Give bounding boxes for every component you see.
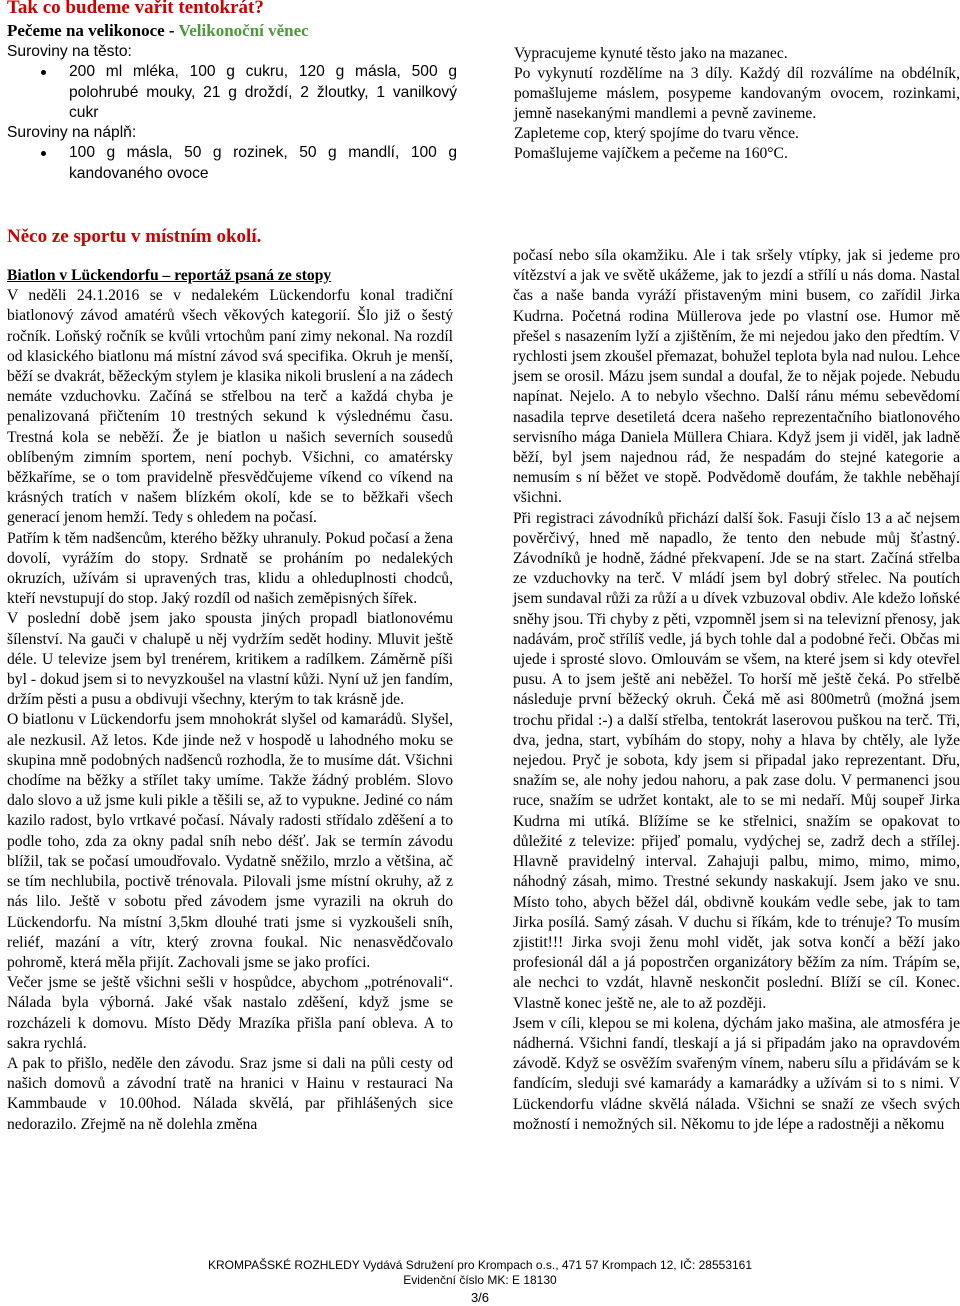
article-paragraph: A pak to přišlo, neděle den závodu. Sraz jsme si dali na půli cesty od našich domovů a závodní tratě na hranici v Hainu v restauraci Na Kammbaude v 10.00hod. Nálada skvělá, par přihlášených sice nedorazilo. Zřejmě na ně dolehla změna — [7, 1054, 453, 1133]
page-footer — [0, 1258, 960, 1305]
section-heading-sport: Něco ze sportu v místním okolí. — [7, 226, 262, 247]
footer-publisher: KROMPAŠSKÉ ROZHLEDY Vydává Sdružení pro Krompach o.s., 471 57 Krompach 12, IČ: 28553161 — [207, 1258, 753, 1272]
filling-list — [7, 143, 457, 184]
article-title: Biatlon v Lückendorfu – reportáž psaná ze stopy — [7, 267, 332, 284]
article-paragraph: V neděli 24.1.2016 se v nedalekém Lückendorfu konal tradiční biatlonový závod amatérů všech věkových kategorií. Šlo již o šestý ročník. Loňský ročník se kvůli vrtochům paní zimy nekonal. Na rozdíl od klasického biatlonu má místní závod svá specifika. Okruh je menší, běží se dvakrát, běžeckým stylem je klasika nikoli bruslení a na zádech nemáte vzduchovku. Začíná se střelbou na terč a každá chyba je penalizovaná přičtením 10 trestných sekund k výslednému času. Trestná kola se neběží. Že je biatlon u našich severních sousedů oblíbeným zimním sportem, není pochyb. Všichni, co amatérsky běžkaříme, se o tom pravidelně přesvědčujeme víkend co víkend na krásných tratích v našem blízkém okolí, kde se to běžkaři všech generací jenom hemží. Tedy s ohledem na počasí. — [7, 287, 453, 527]
article-paragraph: Večer jsme se ještě všichni sešli v hospůdce, abychom „potrénovali“. Nálada byla výborná. Jaké však nastalo zděšení, když jsme se rozcházeli k domovu. Místo Dědy Mrazíka přišla paní obleva. A to sakra rychlá. — [7, 974, 453, 1052]
filling-item: 100 g másla, 50 g rozinek, 50 g mandlí, 100 g kandovaného ovoce — [7, 143, 457, 184]
page-number: 3/6 — [470, 1290, 490, 1305]
article-paragraph: Patřím k těm nadšencům, kterého běžky uhranuly. Pokud počasí a žena dovolí, vyrážím do stopy. Srdnatě se proháním po nedalekých okruzích, užívám si upravených tras, klidu a ohleduplnosti chodců, kteří nevstupují do stop. Jaký rozdíl od našich zeměpisných šířek. — [7, 529, 453, 608]
recipe-title — [7, 21, 477, 41]
recipe-steps — [514, 44, 960, 164]
recipe-ingredients — [7, 42, 457, 184]
article-column-left — [7, 266, 453, 1135]
footer-registration: Evidenční číslo MK: E 18130 — [403, 1273, 557, 1287]
article-paragraph: Jsem v cíli, klepou se mi kolena, dýchám jako mašina, ale atmosféra je nádherná. Všichni fandí, tleskají a já si připadám jako na opravdovém závodě. Když se osvěžím svařeným vínem, naberu sílu a přidávám se k fandícím, sleduji své kamarády a kamarádky a užívám si to s nimi. V Lückendorfu vládne skvělá nálada. Všichni se snaží ze všech svých možností i nemožných sil. Někomu to jde lépe a radostněji a někomu — [513, 1014, 960, 1133]
recipe-title-prefix: Pečeme na velikonoce - — [7, 21, 179, 40]
dough-label: Suroviny na těsto: — [7, 43, 132, 60]
recipe-step: Po vykynutí rozdělíme na 3 díly. Každý díl rozválíme na obdélník, pomašlujeme máslem, posypeme kandovaným ovocem, rozinkami, jemně nasekanými mandlemi a pevně zavineme. — [514, 65, 960, 122]
article-paragraph: Při registraci závodníků přichází další šok. Fasuji číslo 13 a ač nejsem pověrčivý, hned mě napadlo, že tento den nebude můj šťastný. Závodníků je hodně, žádné překvapení. Jde se na start. Začíná střelba ze vzduchovky na terč. V mládí jsem byl dobrý střelec. Na poutích jsem sundaval růži za růží a u dívek vzbuzoval obdiv. Ale kdežo loňské sněhy jsou. Tři chyby z pěti, vzpomněl jsem si na televizní přenosy, jak nadávám, proč střílíš vedle, já bych tohle dal a podobné řeči. Občas mi ujede i sprosté slovo. Omlouvám se všem, na které jsem si kdy otevřel pusu. A to jsem ještě ani neběžel. To horší mě ještě čeká. Po střelbě následuje první běžecký okruh. Čeká mě asi 800metrů (možná jsem trochu přidal :-) a další střelba, tentokrát laserovou puškou na terč. Tři, dva, jedna, start, vybíhám do stopy, nohy a hlava by chtěly, ale lyže nejedou. Pryč je sobota, kdy jsem si připadal jako reprezentant. Dřu, snažím se, ale nohy jedou nahoru, a pak zase dolu. V permanenci jsou ruce, snažím se udržet kontakt, ale to se mi nedaří. Můj soupeř Jirka Kudrna mi utíká. Blížíme se ke střelnici, snažím se opakovat to důležité z televize: přijeď pomalu, vydýchej se, zadrž dech a střílej. Hlavně pravidelný interval. Zahajuji palbu, mimo, mimo, mimo, náhodný zásah, mimo. Trestné sekundy naskakují. Jsem jako ve snu. Místo toho, abych běžel dál, obdivně koukám vedle sebe, jak to tam Jirka posílá. Samý zásah. V duchu si říkám, kde to trénuje? To musím zjistit!!! Jirka svoji ženu mohl vidět, jak sotva končí a běží jako profesionál dál a já popostrčen organizátory běžím za ním. Trápím se, ale nechci to vzdát, hlavně neskončit poslední. Blíží se cíl. Konec. Vlastně konec ještě ne, ale to až později. — [513, 509, 960, 1012]
article-paragraph: O biatlonu v Lückendorfu jsem mnohokrát slyšel od kamarádů. Slyšel, ale nezkusil. Až letos. Kde jinde než v hospodě u lahodného moku se skupina mně podobných nadšenců rozhodla, že to musíme dát. Všichni chodíme na běžky a střílet taky umíme. Takže žádný problém. Slovo dalo slovo a už jsme kuli pikle a těšili se, až to vypukne. Jediné co nám kazilo radost, bylo vrtkavé počasí. Návaly radosti střídalo zděšení a to podle toho, zda za okny padal sníh nebo déšť. Jak se termín závodu blížil, tak se počasí umoudřovalo. Vydatně sněžilo, mrzlo a většina, ač se tím nechlubila, poctivě trénovala. Pilovali jsme místní okruhy, až z nás lilo. Ještě v sobotu před závodem jsme vyrazili na okruh do Lückendorfu. Na místní 3,5km dlouhé trati jsme si vyzkoušeli sníh, reliéf, mazání a vítr, který zrovna foukal. Nic nenasvědčovalo pohromě, která měla přijít. Zachovali jsme se jako profíci. — [7, 711, 453, 971]
recipe-step: Pomašlujeme vajíčkem a pečeme na 160°C. — [514, 145, 788, 162]
recipe-step: Zapleteme cop, který spojíme do tvaru věnce. — [514, 125, 799, 142]
dough-item: 200 ml mléka, 100 g cukru, 120 g másla, 500 g polohrubé mouky, 21 g droždí, 2 žloutky, 1 vanilkový cukr — [7, 62, 457, 123]
recipe-title-highlight: Velikonoční věnec — [178, 21, 309, 40]
filling-label: Suroviny na náplň: — [7, 124, 137, 142]
recipe-step: Vypracujeme kynuté těsto jako na mazanec. — [514, 45, 788, 62]
section-heading-cooking: Tak co budeme vařit tentokrát? — [7, 0, 264, 18]
dough-list — [7, 62, 457, 123]
article-paragraph: počasí nebo síla okamžiku. Ale i tak sršely vtípky, jak si jedeme pro vítězství a jak ve světě ukážeme, jak to jezdí a střílí u nás doma. Nastal čas a naše banda vyráží přistaveným mini busem, co zařídil Jirka Kudrna. Početná rodina Müllerova jede po vlastní ose. Humor mě přešel s nasazením lyží a zjištěním, že mi nejedou jako den předtím. V rychlosti jsem zkoušel přemazat, bohužel teplota byla nad nulou. Lehce jsem se orosil. Mázu jsem sundal a doufal, že to nějak pojede. Nebudu napínat. Nejelo. A to nebylo všechno. Další ránu mému sebevědomí nasadila teprve desetiletá dcera našeho reprezentačního biatlonového servisního mága Daniela Müllera Chiara. Když jsem ji viděl, jak ladně běží, byl jsem najednou rád, že nespadám do stejné kategorie a nemusím s ní běžet ve stopě. Podvědomě doufám, že takhle neběhají všichni. — [513, 247, 960, 507]
article-paragraph: V poslední době jsem jako spousta jiných propadl biatlonovému šílenství. Na gauči v chalupě u něj vydržím sedět hodiny. Mluvit ještě déle. U televize jsem byl trenérem, kritikem a radílkem. Záměrně píši byl - dokud jsem si to nevyzkoušel na vlastní kůži. Nyní už jen fandím, držím pěsti a pusu a obdivuji všechny, kterým to tak krásně jde. — [7, 610, 453, 709]
article-column-right — [513, 246, 960, 1135]
